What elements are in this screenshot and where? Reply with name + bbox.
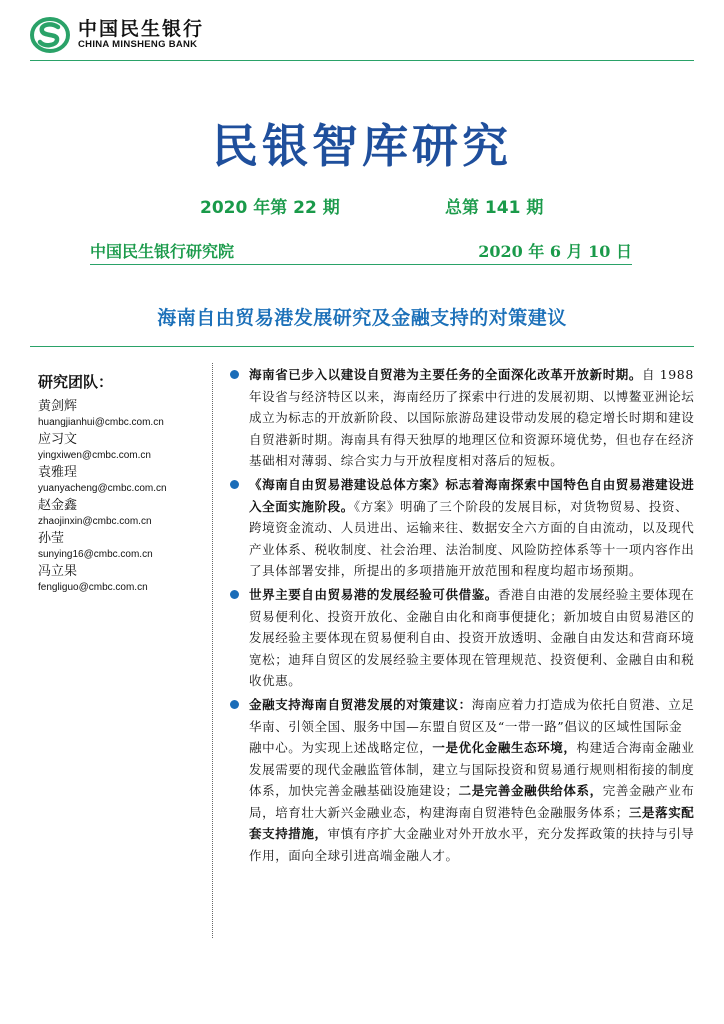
bullet-lead: 海南省已步入以建设自贸港为主要任务的全面深化改革开放新时期。 <box>249 367 643 382</box>
bank-name-cn: 中国民生银行 <box>78 18 205 40</box>
member-email: yingxiwen@cmbc.com.cn <box>38 450 151 461</box>
member-email: fengliguo@cmbc.com.cn <box>38 582 148 593</box>
bullet-lead: 世界主要自由贸易港的发展经验可供借鉴。 <box>249 586 498 602</box>
bullet-emphasis: 三是落实配套支持措施， <box>249 804 695 842</box>
member-name: 应习文 <box>38 432 78 447</box>
bullet-body: 审慎有序扩大金融业对外开放水平，充分发挥政策的扶持与引导作用，面向全球引进高端金融人才。 <box>249 826 695 864</box>
publish-date: 2020 年 6 月 10 日 <box>478 242 632 261</box>
research-team <box>38 371 218 596</box>
bullet-body: 《方案》明确了三个阶段的发展目标，对货物贸易、投资、跨境资金流动、人员进出、运输来往、数据安全六方面的自由流动，以及现代产业体系、税收制度、社会治理、法治制度、风险防控体系等十一项内容作出了具体部署安排，所提出的多项措施开放范围和程度均超市场预期。 <box>249 498 695 579</box>
bullet-emphasis: 二是完善金融供给体系， <box>458 783 603 799</box>
summary-bullets <box>225 364 695 869</box>
bullet-dot-icon <box>230 480 239 489</box>
member-name: 赵金鑫 <box>38 498 78 513</box>
bank-logo <box>30 14 260 54</box>
bullet-paragraph <box>225 694 695 867</box>
report-headline: 海南自由贸易港发展研究及金融支持的对策建议 <box>157 307 567 329</box>
member-email: sunying16@cmbc.com.cn <box>38 549 153 560</box>
bullet-paragraph <box>225 474 695 582</box>
member-email: huangjianhui@cmbc.com.cn <box>38 417 164 428</box>
bullet-body: 构建适合海南金融业发展需要的现代金融监管体制，建立与国际投资和贸易通行规则相衔接的制度体系，加快完善金融基础设施建设； <box>249 740 695 799</box>
issue-number: 2020 年第 22 期 <box>200 198 340 218</box>
bullet-body: 完善金融产业布局，培育壮大新兴金融业态，构建海南自贸港特色金融服务体系； <box>249 783 695 820</box>
bullet-lead: 《海南自由贸易港建设总体方案》标志着海南探索中国特色自由贸易港建设进入全面实施阶段。 <box>249 476 695 514</box>
header-divider <box>30 60 694 61</box>
member-name: 袁雅珵 <box>38 465 78 480</box>
bullet-body: 海南应着力打造成为依托自贸港、立足华南、引领全国、服务中国—东盟自贸区及“一带一路”倡议的区域性国际金融中心。为实现上述战略定位， <box>249 696 695 756</box>
bullet-emphasis: 一是优化金融生态环境， <box>432 740 577 756</box>
bullet-paragraph <box>225 364 695 472</box>
bullet-dot-icon <box>230 370 239 379</box>
masthead-title: 民银智库研究 <box>212 119 512 173</box>
team-title: 研究团队： <box>38 373 114 391</box>
member-name: 孙莹 <box>38 531 65 546</box>
member-email: zhaojinxin@cmbc.com.cn <box>38 516 152 527</box>
member-name: 黄剑辉 <box>38 399 78 414</box>
column-divider <box>212 363 213 938</box>
total-issue-number: 总第 141 期 <box>445 198 544 218</box>
headline-divider <box>30 346 694 347</box>
member-email: yuanyacheng@cmbc.com.cn <box>38 483 167 494</box>
bank-name-en: CHINA MINSHENG BANK <box>78 39 198 50</box>
minsheng-logo-icon <box>30 16 70 54</box>
bullet-body: 自 1988 年设省与经济特区以来，海南经历了探索中行进的发展初期、以博鳌亚洲论坛成立为标志的开放新阶段、以国际旅游岛建设带动发展的稳定增长时期和建设自贸港新时期。海南具有得天独厚的地理区位和资源环境优势，但也存在经济基础相对薄弱、综合实力与开放程度相对落后的短板。 <box>249 367 695 469</box>
bullet-dot-icon <box>230 700 239 709</box>
bullet-dot-icon <box>230 590 239 599</box>
bullet-body: 香港自由港的发展经验主要体现在贸易便利化、投资开放化、金融自由化和商事便捷化；新加坡自由贸易港区的发展经验主要体现在贸易便利自由、投资开放透明、金融自由发达和营商环境宽松；迪拜自贸区的发展经验主要体现在管理规范、投资便利、金融自由和税收优惠。 <box>249 586 695 689</box>
bullet-paragraph <box>225 584 695 692</box>
member-name: 冯立果 <box>38 564 78 579</box>
bullet-lead: 金融支持海南自贸港发展的对策建议： <box>249 696 472 712</box>
masthead-divider <box>90 264 632 265</box>
institute-name: 中国民生银行研究院 <box>90 242 235 261</box>
